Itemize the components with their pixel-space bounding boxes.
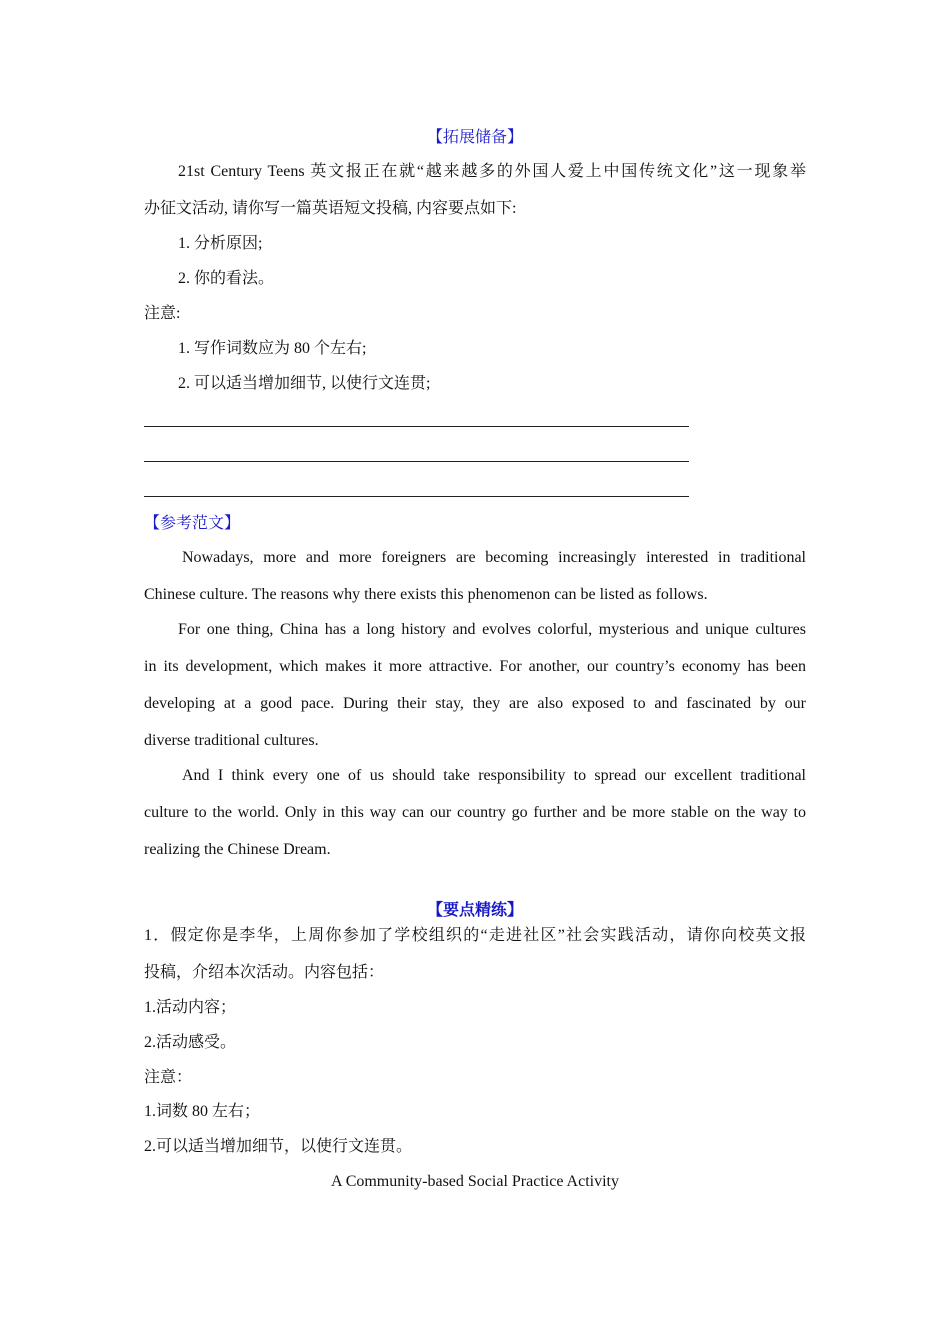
sample-line: And I think every one of us should take responsibility to spread our excellent traditional [182, 767, 806, 784]
question-line-2: 投稿，介绍本次活动。内容包括： [144, 964, 385, 981]
sample-line: diverse traditional cultures. [144, 732, 319, 749]
answer-line [144, 496, 689, 497]
sample-line: Nowadays, more and more foreigners are becoming increasingly interested in traditional [182, 549, 806, 566]
question-line-1: 1．假定你是李华，上周你参加了学校组织的“走进社区”社会实践活动，请你向校英文报 [144, 927, 806, 944]
section-heading-practice: 【要点精练】 [426, 902, 523, 919]
section-heading-expansion: 【拓展储备】 [426, 129, 523, 146]
sample-line: developing at a good pace. During their stay, they are also exposed to and fascinated by our [144, 695, 806, 712]
notes-label: 注意: [144, 305, 181, 322]
answer-line [144, 461, 689, 462]
note-item: 2. 可以适当增加细节, 以使行文连贯; [178, 375, 431, 392]
sample-line: realizing the Chinese Dream. [144, 841, 331, 858]
note-item: 2.可以适当增加细节，以使行文连贯。 [144, 1138, 413, 1155]
section-heading-sample: 【参考范文】 [144, 515, 241, 532]
sample-line: in its development, which makes it more attractive. For another, our country’s economy has been [144, 658, 806, 675]
sample-line: Chinese culture. The reasons why there exists this phenomenon can be listed as follows. [144, 586, 708, 603]
notes-label: 注意： [144, 1069, 193, 1086]
sample-line: For one thing, China has a long history and evolves colorful, mysterious and unique cultures [178, 621, 806, 638]
sample-line: culture to the world. Only in this way can our country go further and be more stable on the way to [144, 804, 806, 821]
answer-line [144, 426, 689, 427]
essay-title: A Community-based Social Practice Activity [331, 1173, 619, 1190]
point-item: 1. 分析原因; [178, 235, 263, 252]
point-item: 2.活动感受。 [144, 1034, 237, 1051]
note-item: 1.词数 80 左右； [144, 1103, 261, 1120]
point-item: 2. 你的看法。 [178, 270, 275, 287]
point-item: 1.活动内容； [144, 999, 237, 1016]
prompt-line-1: 21st Century Teens 英文报正在就“越来越多的外国人爱上中国传统文化”这一现象举 [178, 163, 806, 180]
prompt-line-2: 办征文活动, 请你写一篇英语短文投稿, 内容要点如下: [144, 200, 517, 217]
note-item: 1. 写作词数应为 80 个左右; [178, 340, 367, 357]
